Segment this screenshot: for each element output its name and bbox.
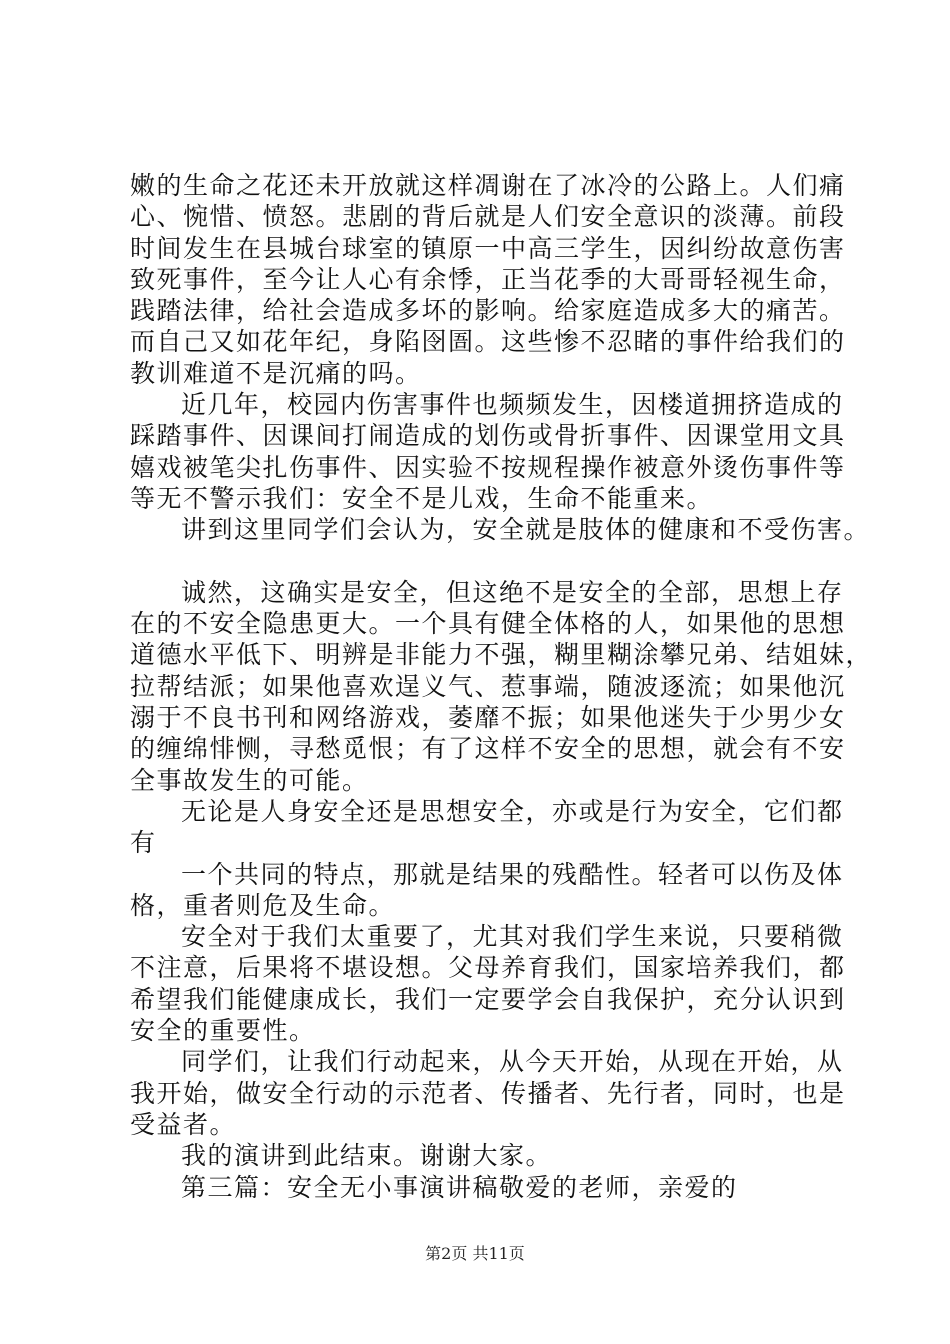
text-line: 的缠绵悱恻，寻愁觅恨；有了这样不安全的思想，就会有不安 (130, 734, 846, 764)
text-line: 有 (130, 828, 157, 858)
text-line: 嫩的生命之花还未开放就这样凋谢在了冰冷的公路上。人们痛 (130, 171, 846, 200)
paragraph-start-line: 一个共同的特点，那就是结果的残酷性。轻者可以伤及体 (181, 859, 844, 889)
text-line: 拉帮结派；如果他喜欢逞义气、惹事端，随波逐流；如果他沉 (130, 671, 846, 701)
text-line: 受益者。 (130, 1109, 237, 1139)
page-number-footer: 第2页 共11页 (425, 1244, 525, 1263)
text-line: 希望我们能健康成长，我们一定要学会自我保护，充分认识到 (130, 984, 846, 1014)
text-line: 等无不警示我们：安全不是儿戏，生命不能重来。 (130, 483, 714, 513)
paragraph-start-line: 我的演讲到此结束。谢谢大家。 (181, 1141, 553, 1171)
blank-line (130, 546, 850, 577)
paragraph-start-line: 同学们，让我们行动起来，从今天开始，从现在开始，从 (181, 1047, 844, 1077)
text-line: 在的不安全隐患更大。一个具有健全体格的人，如果他的思想 (130, 609, 846, 639)
text-line: 心、惋惜、愤怒。悲剧的背后就是人们安全意识的淡薄。前段 (130, 202, 846, 232)
text-line: 而自己又如花年纪，身陷囹圄。这些惨不忍睹的事件给我们的 (130, 327, 846, 357)
text-line: 全事故发生的可能。 (130, 765, 369, 795)
text-line: 不注意，后果将不堪设想。父母养育我们，国家培养我们，都 (130, 953, 846, 983)
text-line: 嬉戏被笔尖扎伤事件、因实验不按规程操作被意外烫伤事件等 (130, 452, 846, 482)
text-line: 教训难道不是沉痛的吗。 (130, 358, 422, 388)
paragraph-start-line: 近几年，校园内伤害事件也频频发生，因楼道拥挤造成的 (181, 390, 844, 420)
text-line: 溺于不良书刊和网络游戏，萎靡不振；如果他迷失于少男少女 (130, 703, 846, 733)
text-line: 致死事件，至今让人心有余悸，正当花季的大哥哥轻视生命， (130, 264, 846, 294)
paragraph-start-line: 诚然，这确实是安全，但这绝不是安全的全部，思想上存 (181, 577, 844, 607)
text-line: 时间发生在县城台球室的镇原一中高三学生，因纠纷故意伤害 (130, 233, 846, 263)
text-line: 践踏法律，给社会造成多坏的影响。给家庭造成多大的痛苦。 (130, 296, 846, 326)
text-line: 我开始，做安全行动的示范者、传播者、先行者，同时，也是 (130, 1078, 846, 1108)
text-line: 道德水平低下、明辨是非能力不强，糊里糊涂攀兄弟、结姐妹， (130, 640, 873, 670)
paragraph-start-line: 无论是人身安全还是思想安全，亦或是行为安全，它们都 (181, 796, 844, 826)
text-line: 踩踏事件、因课间打闹造成的划伤或骨折事件、因课堂用文具 (130, 421, 846, 451)
document-body (130, 170, 873, 1203)
paragraph-start-line: 讲到这里同学们会认为，安全就是肢体的健康和不受伤害。 (181, 515, 871, 545)
paragraph-start-line: 安全对于我们太重要了，尤其对我们学生来说，只要稍微 (181, 922, 844, 952)
section-heading-line: 第三篇：安全无小事演讲稿敬爱的老师，亲爱的 (181, 1172, 738, 1202)
text-line: 安全的重要性。 (130, 1016, 316, 1046)
text-line: 格，重者则危及生命。 (130, 890, 396, 920)
